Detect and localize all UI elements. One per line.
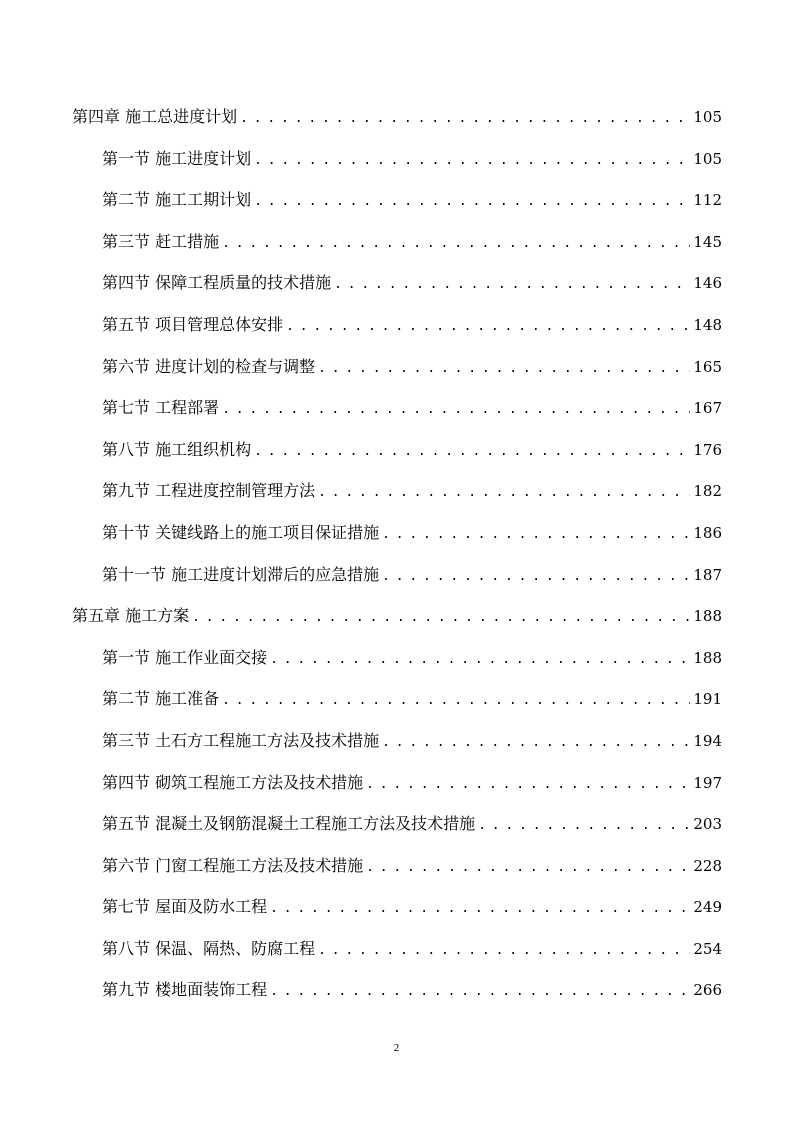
toc-section-row[interactable]	[72, 262, 722, 304]
toc-page-number: 194	[693, 731, 722, 750]
toc-dot-leader	[318, 930, 690, 972]
toc-page-number: 182	[693, 482, 722, 501]
toc-page-number: 167	[693, 399, 722, 418]
toc-section-row[interactable]	[72, 512, 722, 554]
toc-entry-label: 第六节 进度计划的检查与调整	[102, 356, 316, 376]
toc-page-number: 188	[693, 648, 722, 667]
toc-dot-leader	[286, 306, 690, 348]
toc-entry-label: 第四章 施工总进度计划	[72, 107, 238, 126]
toc-dot-leader	[192, 597, 690, 639]
toc-dot-leader	[270, 971, 690, 1013]
toc-section-row[interactable]	[72, 969, 722, 1011]
toc-section-row[interactable]	[72, 762, 722, 804]
toc-dot-leader	[254, 181, 690, 223]
toc-section-row[interactable]	[72, 470, 722, 512]
toc-entry-label: 第二节 施工准备	[102, 689, 220, 709]
toc-dot-leader	[270, 888, 690, 930]
toc-entry-label: 第八节 保温、隔热、防腐工程	[102, 938, 316, 958]
toc-page-number: 176	[693, 440, 722, 459]
toc-chapter-row[interactable]	[72, 96, 722, 138]
toc-dot-leader	[334, 264, 690, 306]
toc-dot-leader	[222, 680, 690, 722]
toc-section-row[interactable]	[72, 304, 722, 346]
toc-entry-label: 第四节 砌筑工程施工方法及技术措施	[102, 772, 364, 792]
toc-page-number: 186	[693, 523, 722, 542]
toc-page-number: 266	[693, 981, 722, 1000]
toc-entry-label: 第五章 施工方案	[72, 606, 190, 626]
toc-section-row[interactable]	[72, 928, 722, 970]
toc-page-number: 197	[693, 773, 722, 792]
toc-entry-label: 第十一节 施工进度计划滞后的应急措施	[102, 564, 380, 584]
toc-entry-label: 第七节 工程部署	[102, 398, 220, 418]
toc-page-number: 249	[693, 898, 722, 917]
toc-entry-label: 第九节 工程进度控制管理方法	[102, 481, 316, 501]
toc-entry-label: 第六节 门窗工程施工方法及技术措施	[102, 855, 364, 875]
toc-page-number: 188	[693, 607, 722, 626]
toc-section-row[interactable]	[72, 886, 722, 928]
toc-page-number: 165	[693, 357, 722, 376]
toc-page-number: 191	[693, 690, 722, 709]
toc-section-row[interactable]	[72, 554, 722, 596]
toc-page-number: 112	[693, 191, 722, 210]
toc-section-row[interactable]	[72, 221, 722, 263]
toc-entry-label: 第四节 保障工程质量的技术措施	[102, 273, 332, 293]
toc-page-number: 203	[693, 815, 722, 834]
toc-page-number: 145	[693, 232, 722, 251]
toc-page-number: 105	[693, 108, 722, 126]
toc-page-number: 228	[693, 856, 722, 875]
table-of-contents	[72, 96, 722, 1011]
toc-entry-label: 第三节 土石方工程施工方法及技术措施	[102, 730, 380, 750]
toc-dot-leader	[382, 722, 690, 764]
toc-dot-leader	[318, 472, 690, 514]
toc-entry-label: 第十节 关键线路上的施工项目保证措施	[102, 522, 380, 542]
toc-dot-leader	[478, 805, 690, 847]
toc-entry-label: 第一节 施工进度计划	[102, 148, 252, 168]
toc-section-row[interactable]	[72, 845, 722, 887]
toc-section-row[interactable]	[72, 387, 722, 429]
toc-section-row[interactable]	[72, 803, 722, 845]
toc-dot-leader	[366, 764, 690, 806]
toc-section-row[interactable]	[72, 429, 722, 471]
toc-entry-label: 第七节 屋面及防水工程	[102, 897, 268, 917]
toc-dot-leader	[382, 514, 690, 556]
toc-dot-leader	[240, 98, 690, 140]
toc-section-row[interactable]	[72, 720, 722, 762]
toc-dot-leader	[382, 556, 690, 598]
toc-page-number: 148	[693, 315, 722, 334]
toc-dot-leader	[222, 223, 690, 265]
toc-page-number: 146	[693, 274, 722, 293]
toc-section-row[interactable]	[72, 179, 722, 221]
toc-dot-leader	[222, 389, 690, 431]
toc-dot-leader	[366, 847, 690, 889]
toc-dot-leader	[270, 639, 690, 681]
toc-entry-label: 第一节 施工作业面交接	[102, 647, 268, 667]
toc-entry-label: 第五节 项目管理总体安排	[102, 314, 284, 334]
toc-entry-label: 第二节 施工工期计划	[102, 190, 252, 210]
toc-page-number: 105	[693, 149, 722, 168]
toc-entry-label: 第八节 施工组织机构	[102, 439, 252, 459]
toc-dot-leader	[254, 431, 690, 473]
toc-entry-label: 第三节 赶工措施	[102, 231, 220, 251]
toc-entry-label: 第九节 楼地面装饰工程	[102, 980, 268, 1000]
toc-chapter-row[interactable]	[72, 595, 722, 637]
toc-section-row[interactable]	[72, 637, 722, 679]
toc-page-number: 187	[693, 565, 722, 584]
toc-section-row[interactable]	[72, 138, 722, 180]
toc-dot-leader	[254, 140, 690, 182]
page-number: 2	[393, 1042, 400, 1054]
toc-page-number: 254	[693, 939, 722, 958]
toc-section-row[interactable]	[72, 678, 722, 720]
toc-entry-label: 第五节 混凝土及钢筋混凝土工程施工方法及技术措施	[102, 814, 476, 834]
toc-dot-leader	[318, 348, 690, 390]
toc-section-row[interactable]	[72, 346, 722, 388]
